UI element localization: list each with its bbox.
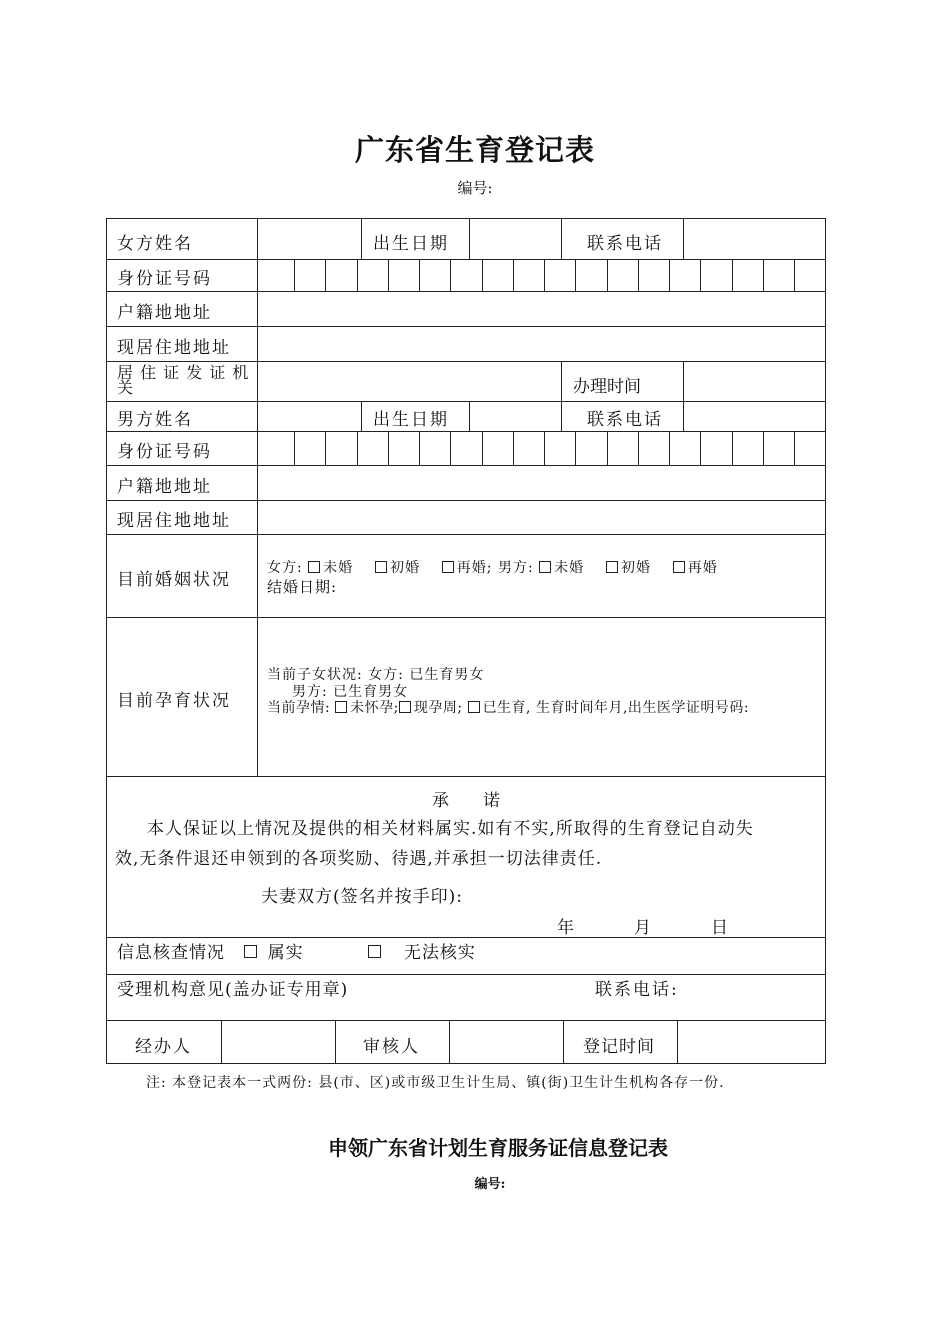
reviewer-label: 审核人: [363, 1037, 420, 1057]
couple-signature-label: 夫妻双方(签名并按手印):: [261, 887, 463, 907]
checkbox-not-pregnant[interactable]: [335, 701, 347, 713]
registration-form-table: [106, 218, 826, 1064]
promise-text-line2: 效,无条件退还申领到的各项奖励、待遇,并承担一切法律责任.: [115, 849, 603, 869]
pregnancy-line: [267, 697, 749, 717]
option-remarried-label: 再婚;: [456, 560, 493, 576]
agency-phone-label: 联系电话:: [595, 980, 679, 1000]
page-title: 广东省生育登记表: [354, 133, 595, 167]
info-check: [117, 938, 476, 963]
register-time-label: 登记时间: [583, 1037, 655, 1057]
male-current-address-label: 现居住地地址: [117, 511, 231, 531]
female-current-address-label: 现居住地地址: [117, 338, 231, 358]
option-unmarried-label: 未婚: [554, 560, 585, 576]
checkbox-female-unmarried[interactable]: [308, 561, 320, 573]
marital-status-label: 目前婚姻状况: [117, 570, 231, 590]
promise-heading: 承 诺: [432, 791, 500, 811]
pregnancy-prefix: 当前孕情:: [267, 700, 331, 716]
female-birth-date-label: 出生日期: [373, 234, 449, 254]
checkbox-male-first-marriage[interactable]: [606, 561, 618, 573]
male-children-line: 男方: 已生育男女: [292, 684, 409, 700]
agency-opinion-label: 受理机构意见(盖办证专用章): [117, 980, 349, 1000]
second-form-serial-label: 编号:: [474, 1177, 506, 1192]
process-time-label: 办理时间: [573, 377, 641, 397]
checkbox-female-remarried[interactable]: [442, 561, 454, 573]
checkbox-verified-true[interactable]: [244, 945, 257, 958]
female-name-label: 女方姓名: [117, 234, 193, 254]
checkbox-male-remarried[interactable]: [673, 561, 685, 573]
info-check-label: 信息核查情况: [117, 943, 225, 963]
handler-label: 经办人: [135, 1037, 192, 1057]
male-phone-label: 联系电话: [587, 410, 663, 430]
second-form-title: 申领广东省计划生育服务证信息登记表: [328, 1136, 668, 1160]
male-id-label: 身份证号码: [117, 442, 212, 462]
female-id-label: 身份证号码: [117, 269, 212, 289]
male-birth-date-label: 出生日期: [373, 410, 449, 430]
current-children-line: 当前子女状况: 女方: 已生育男女: [267, 667, 485, 683]
verified-true-label: 属实: [267, 943, 304, 963]
not-pregnant-label: 未怀孕;: [350, 700, 399, 716]
female-phone-label: 联系电话: [587, 234, 663, 254]
male-name-label: 男方姓名: [117, 410, 193, 430]
fertility-status-label: 目前孕育状况: [117, 691, 231, 711]
female-household-address-label: 户籍地地址: [117, 303, 212, 323]
delivered-label: 已生育, 生育时间年月,出生医学证明号码:: [482, 700, 750, 716]
option-first-marriage-label: 初婚: [620, 560, 651, 576]
pregnant-label: 现孕周;: [413, 700, 463, 716]
unverifiable-label: 无法核实: [403, 943, 476, 963]
residence-permit-authority-label: 居 住 证 发 证 机 关: [117, 363, 250, 397]
date-year-label: 年: [557, 918, 576, 938]
option-remarried-label: 再婚: [687, 560, 718, 576]
checkbox-pregnant[interactable]: [399, 701, 411, 713]
option-unmarried-label: 未婚: [323, 560, 354, 576]
checkbox-delivered[interactable]: [468, 701, 480, 713]
option-first-marriage-label: 初婚: [389, 560, 420, 576]
date-day-label: 日: [711, 918, 730, 938]
marriage-date-label: 结婚日期:: [267, 578, 338, 596]
marital-options: [267, 557, 718, 577]
checkbox-male-unmarried[interactable]: [539, 561, 551, 573]
promise-text-line1: 本人保证以上情况及提供的相关材料属实.如有不实,所取得的生育登记自动失: [147, 819, 754, 839]
checkbox-female-first-marriage[interactable]: [375, 561, 387, 573]
male-household-address-label: 户籍地地址: [117, 477, 212, 497]
marital-female-label: 女方:: [267, 560, 303, 576]
checkbox-unverifiable[interactable]: [368, 945, 381, 958]
serial-number-label: 编号:: [457, 179, 493, 197]
date-month-label: 月: [634, 918, 653, 938]
footnote: 注: 本登记表本一式两份: 县(市、区)或市级卫生计生局、镇(街)卫生计生机构各存一份.: [146, 1075, 725, 1091]
marital-male-label: 男方:: [497, 560, 534, 576]
